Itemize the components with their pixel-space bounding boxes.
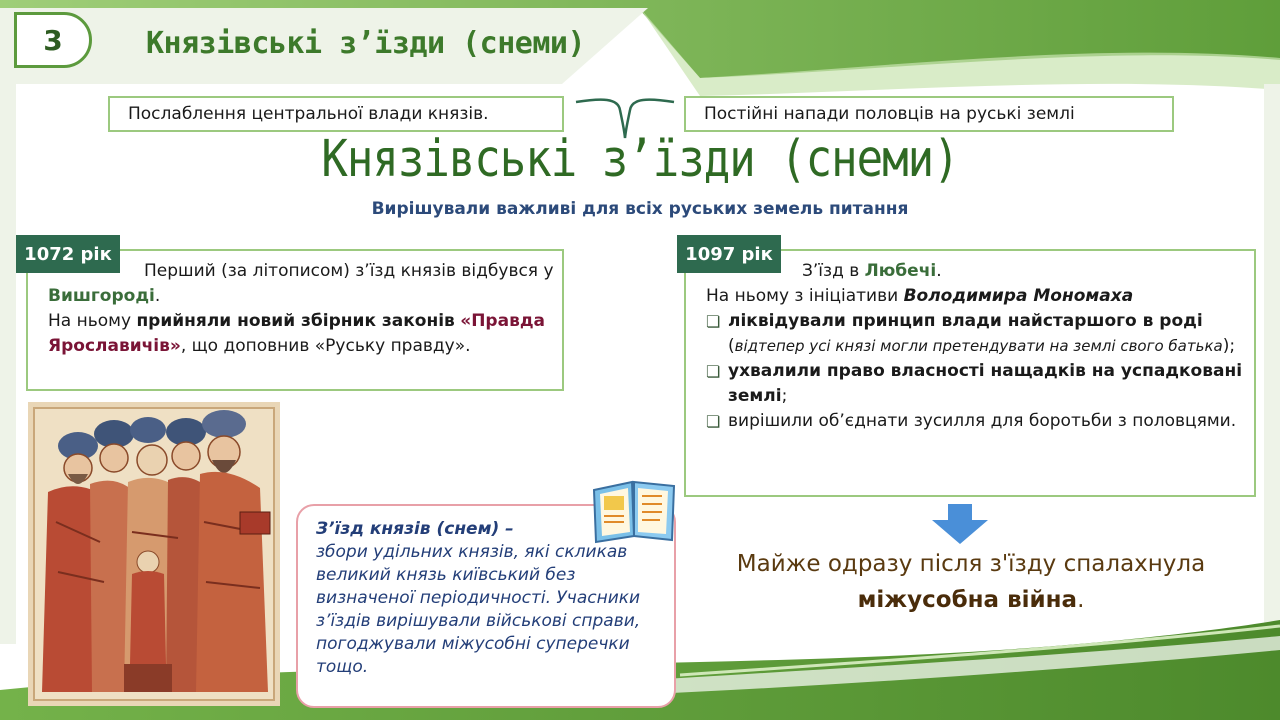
cause-box-2	[684, 96, 1174, 132]
main-title: Князівські з’їзди (снеми)	[321, 130, 959, 189]
text-on-it: На ньому	[48, 311, 137, 331]
text-initiative: На ньому з ініціативи	[706, 286, 904, 306]
card-1097-text	[706, 259, 1251, 434]
definition-dash: –	[499, 519, 514, 539]
conclusion-end: .	[1077, 587, 1085, 613]
open-book-icon	[590, 478, 678, 544]
list-item	[706, 409, 1251, 434]
item-2-bold: ухвалили право власності нащадків на успадковані землі	[728, 361, 1243, 406]
cause-text-1: Послаблення центральної влади князів.	[128, 104, 489, 124]
text-first-congress: Перший (за літописом) з’їзд князів відбувся у	[144, 261, 554, 281]
item-2-close: ;	[781, 386, 788, 406]
text-supplemented: , що доповнив «Руську правду».	[180, 336, 471, 356]
slide-number-badge	[14, 12, 92, 68]
conclusion-text: Майже одразу після з'їзду спалахнула	[736, 551, 1206, 577]
item-1-bold: ліквідували принцип влади найстаршого в роді	[728, 311, 1203, 331]
conclusion-bold: міжусобна війна	[857, 587, 1078, 613]
law-code-name: «Правда Ярославичів»	[48, 311, 546, 356]
list-item	[706, 309, 1251, 359]
subtitle: Вирішували важливі для всіх руських земель питання	[371, 199, 909, 219]
cause-text-2: Постійні напади половців на руські землі	[704, 104, 1075, 124]
place-vyshhorod: Вишгороді	[48, 286, 155, 306]
item-3-text: вирішили об’єднати зусилля для боротьби з половцями.	[728, 411, 1237, 431]
cause-box-1	[108, 96, 564, 132]
conclusion	[686, 546, 1256, 618]
checkbox-icon: ❏	[706, 362, 721, 381]
text-new-laws: прийняли новий збірник законів	[136, 311, 455, 331]
place-liubech: Любечі	[864, 261, 937, 281]
list-item	[706, 359, 1251, 409]
person-monomakh: Володимира Мономаха	[903, 286, 1134, 306]
item-1-close: );	[1222, 336, 1236, 356]
item-1-open: (	[728, 336, 735, 356]
arrow-down-icon	[932, 504, 988, 544]
year-label-1072: 1072 рік	[16, 235, 120, 273]
checkbox-icon: ❏	[706, 312, 721, 331]
text-dot: .	[154, 286, 161, 306]
header-title: Князівські з’їзди (снеми)	[146, 26, 586, 61]
item-1-italic: відтепер усі князі могли претендувати на землі свого батька	[734, 337, 1223, 355]
princes-miniature-image	[28, 402, 280, 706]
card-1072-text	[48, 259, 556, 359]
text-dot: .	[936, 261, 942, 281]
definition-term: З’їзд князів (снем)	[316, 519, 500, 539]
checkbox-icon: ❏	[706, 412, 721, 431]
definition-text: збори удільних князів, які скликав великий князь київський без визначеної періодичності. Учасники з’їздів вирішували військові справи, погоджували міжусобні суперечки тощо.	[316, 542, 641, 677]
slide-number: 3	[43, 23, 63, 57]
year-label-1097: 1097 рік	[677, 235, 781, 273]
text-congress-in: З’їзд в	[802, 261, 865, 281]
